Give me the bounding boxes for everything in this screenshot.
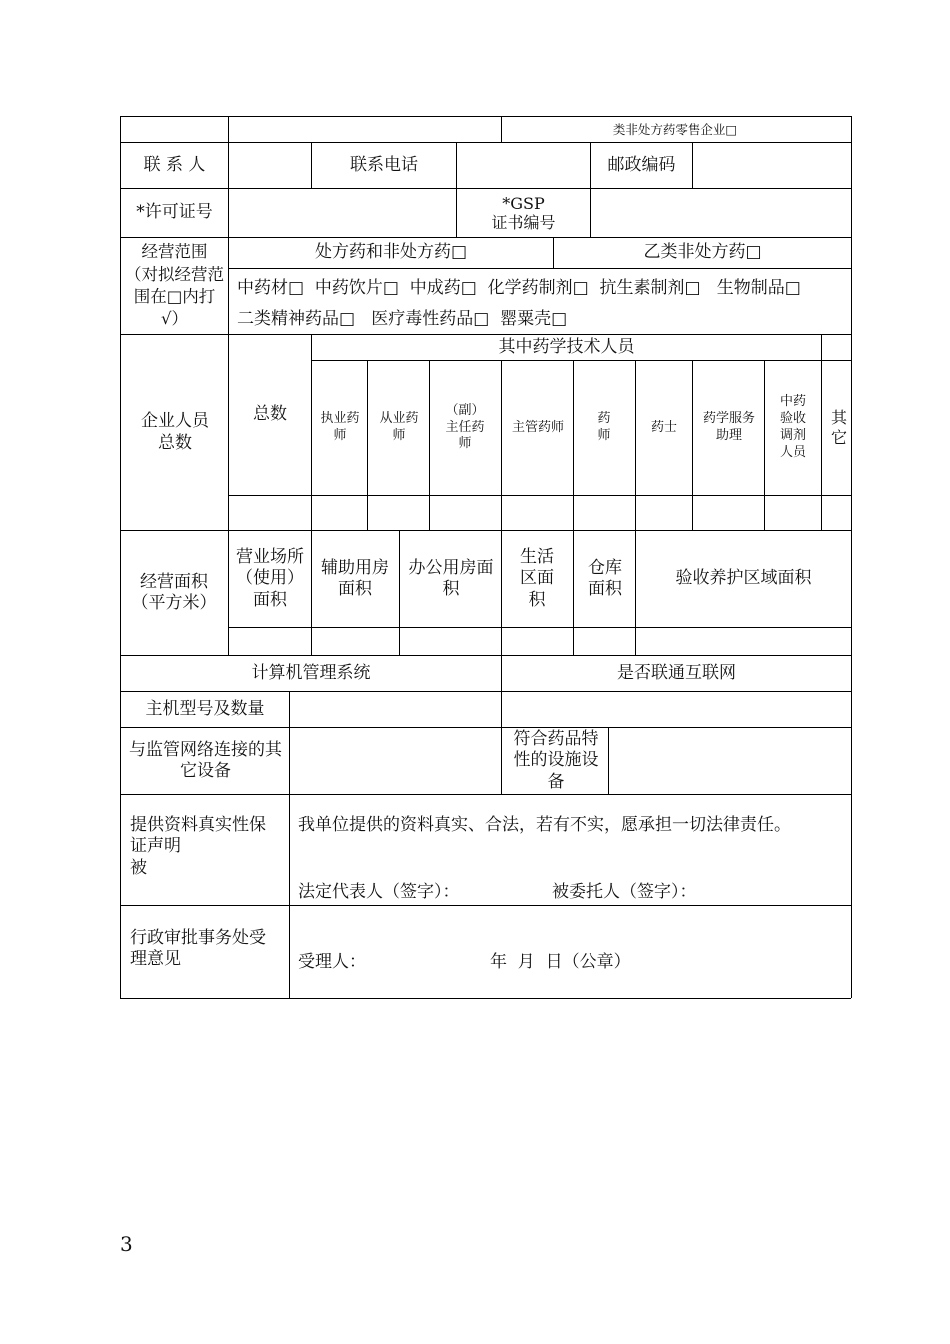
col-line [821,334,822,530]
col-line [692,360,693,530]
legal-representative-signature: 法定代表人（签字）： [298,882,460,903]
contact-person-label: 联 系 人 [143,154,206,175]
row-line [120,998,851,999]
admin-office-label: 行政审批事务处受理意见 [130,928,266,970]
other-devices-label: 与监管网络连接的其它设备 [129,739,282,781]
col-line [228,188,229,237]
contact-phone-label: 联系电话 [350,154,418,175]
col-line [429,360,430,530]
col-line [289,691,290,794]
area-col-auxiliary: 辅助用房面积 [321,557,389,599]
staff-total-label: 企业人员总数 [141,411,209,453]
staff-col-tcm-dispensing-staff: 中药验收调剂人员 [779,394,806,460]
retail-enterprise-type: 类非处方药零售企业□ [612,121,738,137]
row-line [228,268,851,269]
col-line [501,116,502,142]
gsp-certificate-label: *GSP 证书编号 [491,193,556,232]
col-line [501,360,502,530]
staff-col-chief-pharmacist: （副）主任药师 [445,402,485,452]
col-line [608,727,609,794]
staff-total-count-label: 总数 [253,404,287,425]
date-and-seal: 年 月 日（公章） [490,952,631,973]
border-right [851,116,852,998]
declaration-label: 提供资料真实性保证声明 被 [130,815,266,878]
staff-col-supervising-pharmacist: 主管药师 [512,419,565,435]
staff-col-service-assistant: 药学服务助理 [702,411,755,443]
col-line [399,530,400,655]
col-line [501,530,502,655]
col-line [311,334,312,530]
staff-col-pharmacist: 药师 [597,411,611,443]
business-scope-label: 经营范围 （对拟经营范围在□内打√） [125,242,224,329]
col-line [692,142,693,188]
computer-system-label: 计算机管理系统 [251,662,371,683]
col-line [367,360,368,530]
postal-code-label: 邮政编码 [607,154,676,175]
col-line [573,360,574,530]
col-line [573,530,574,655]
col-line [456,142,457,188]
scope-rx-and-otc: 处方药和非处方药□ [314,242,468,263]
internet-connected-label: 是否联通互联网 [617,662,736,683]
scope-items-line2: 二类精神药品□ 医疗毒性药品□ 罂粟壳□ [237,309,568,330]
row-line [120,142,851,143]
staff-col-pharmacy-assistant: 药士 [650,419,677,435]
area-col-living: 生活区面积 [520,547,554,610]
col-line [764,360,765,530]
col-line [228,116,229,142]
row-line [228,495,851,496]
col-line [590,188,591,237]
area-col-office: 办公用房面积 [408,557,494,599]
col-line [228,530,229,655]
scope-items-line1: 中药材□ 中药饮片□ 中成药□ 化学药制剂□ 抗生素制剂□ 生物制品□ [237,278,801,299]
business-area-label: 经营面积（平方米） [131,571,217,613]
license-number-label: *许可证号 [136,202,213,223]
row-line [228,627,851,628]
staff-col-licensed-pharmacist: 执业药师 [320,411,360,443]
row-line [120,794,851,795]
host-model-label: 主机型号及数量 [145,698,265,719]
area-col-sales-space: 营业场所（使用）面积 [236,547,304,610]
scope-class-b-otc: 乙类非处方药□ [643,242,762,263]
page-number: 3 [120,1232,133,1256]
facility-equipment-label: 符合药品特性的设施设备 [513,729,599,792]
col-line [289,794,290,998]
declaration-text: 我单位提供的资料真实、合法，若有不实，愿承担一切法律责任。 [298,815,791,835]
area-col-warehouse: 仓库面积 [588,557,622,599]
col-line [228,142,229,188]
area-col-inspection: 验收养护区域面积 [675,568,812,589]
receiver-label: 受理人： [298,952,366,973]
pharma-staff-label: 其中药学技术人员 [498,336,635,357]
staff-col-practicing-pharmacist: 从业药师 [379,411,419,443]
col-line [311,530,312,655]
trustee-signature: 被委托人（签字）： [552,882,697,903]
staff-col-other: 其它 [830,408,847,447]
